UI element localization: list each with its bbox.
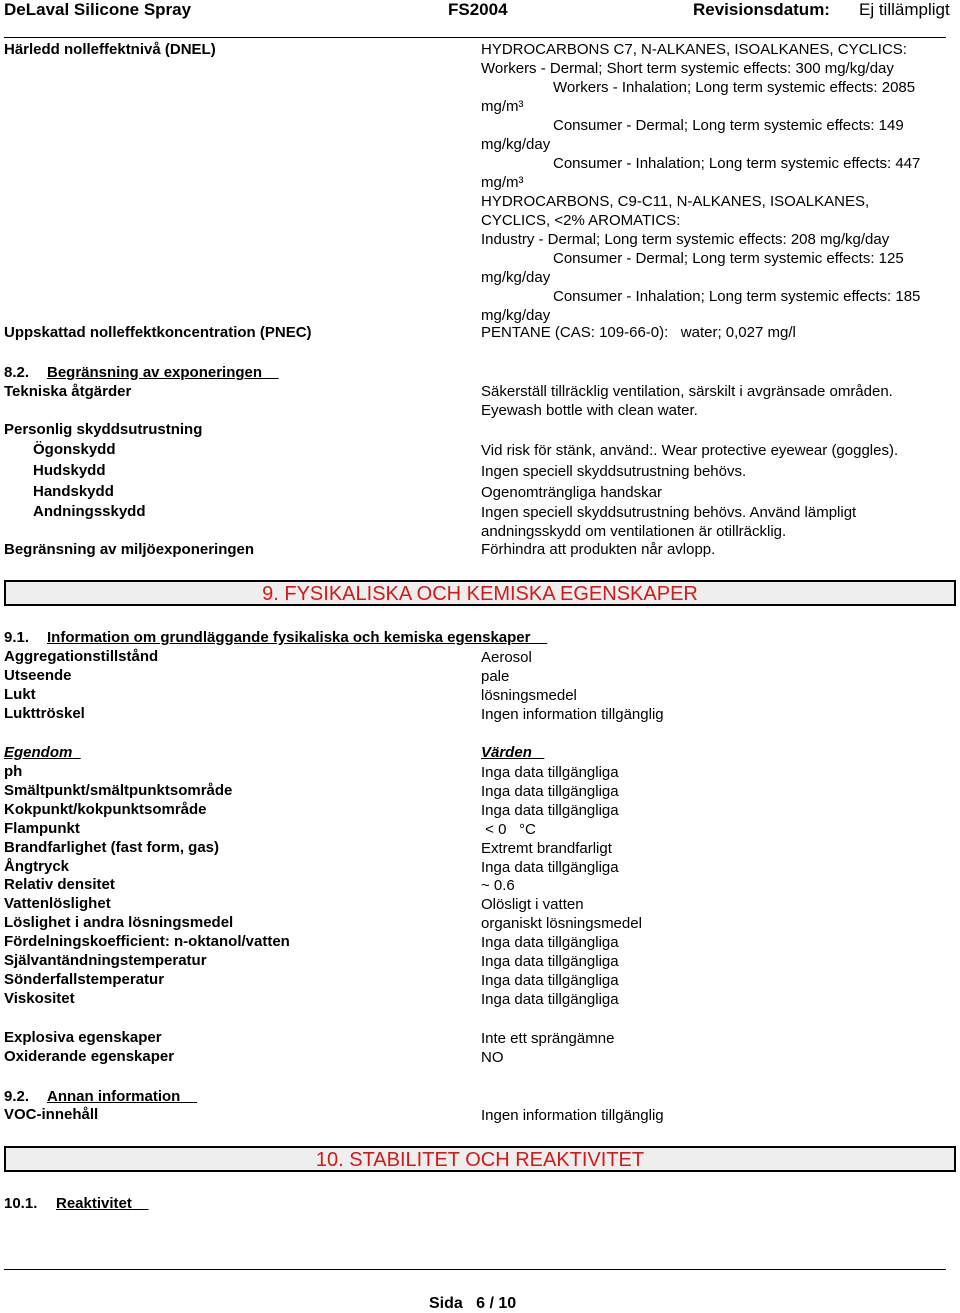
product-code: FS2004 (448, 0, 508, 19)
property-label: Brandfarlighet (fast form, gas) (4, 839, 220, 856)
dnel-label: Härledd nolleffektnivå (DNEL) (4, 41, 216, 58)
dnel-line: Consumer - Dermal; Long term systemic effects: 149 (553, 117, 904, 134)
dnel-line: mg/m³ (481, 174, 524, 191)
dnel-line: Industry - Dermal; Long term systemic effects: 208 mg/kg/day (481, 231, 890, 248)
dnel-line: Workers - Inhalation; Long term systemic effects: 2085 (553, 79, 916, 96)
property-value: Olösligt i vatten (481, 896, 584, 913)
dnel-line: mg/kg/day (481, 307, 551, 324)
property-label: Kokpunkt/kokpunktsområde (4, 801, 207, 818)
section-9-1-heading (4, 628, 547, 647)
section-number: 9.2. (4, 1088, 30, 1105)
section-9-2-heading (4, 1087, 197, 1106)
respiratory-protection-value: Ingen speciell skyddsutrustning behövs. Använd lämpligt (481, 504, 857, 521)
value-column-header: Värden (481, 744, 532, 761)
header-divider (4, 37, 946, 38)
property-value: Inga data tillgängliga (481, 991, 619, 1008)
page-number (429, 1294, 516, 1313)
tech-measures-value: Säkerställ tillräcklig ventilation, särskilt i avgränsade områden. (481, 383, 893, 400)
section-number: 9.1. (4, 629, 30, 646)
dnel-line: Workers - Dermal; Short term systemic effects: 300 mg/kg/day (481, 60, 894, 77)
oxidizing-properties-label: Oxiderande egenskaper (4, 1048, 175, 1065)
property-label: Viskositet (4, 990, 75, 1007)
product-name: DeLaval Silicone Spray (4, 0, 192, 19)
dnel-line: Consumer - Dermal; Long term systemic effects: 125 (553, 250, 904, 267)
property-value: Inga data tillgängliga (481, 934, 619, 951)
property-value: Inga data tillgängliga (481, 783, 619, 800)
property-column-header: Egendom (4, 744, 73, 761)
property-value: lösningsmedel (481, 687, 577, 704)
property-value: Aerosol (481, 649, 532, 666)
property-value: Inga data tillgängliga (481, 972, 619, 989)
ppe-label: Personlig skyddsutrustning (4, 421, 203, 438)
eye-protection-label: Ögonskydd (33, 441, 116, 458)
property-label: Lukt (4, 686, 36, 703)
dnel-line: CYCLICS, <2% AROMATICS: (481, 212, 681, 229)
section-9-banner: 9. FYSIKALISKA OCH KEMISKA EGENSKAPER (4, 580, 956, 606)
property-value: Inga data tillgängliga (481, 953, 619, 970)
page-value: 6 / 10 (476, 1295, 517, 1312)
section-title: Reaktivitet (56, 1195, 132, 1212)
voc-content-label: VOC-innehåll (4, 1106, 99, 1123)
eye-protection-value: Vid risk för stänk, använd:. Wear protective eyewear (goggles). (481, 442, 899, 459)
dnel-line: Consumer - Inhalation; Long term systemic effects: 447 (553, 155, 921, 172)
property-label: Smältpunkt/smältpunktsområde (4, 782, 233, 799)
revision-value: Ej tillämpligt (859, 0, 950, 19)
property-label: Sönderfallstemperatur (4, 971, 165, 988)
property-label: Flampunkt (4, 820, 80, 837)
pnec-value: PENTANE (CAS: 109-66-0): water; 0,027 mg/l (481, 324, 796, 341)
dnel-line: Consumer - Inhalation; Long term systemic effects: 185 (553, 288, 921, 305)
property-label: Vattenlöslighet (4, 895, 111, 912)
property-label: Utseende (4, 667, 72, 684)
dnel-line: mg/kg/day (481, 136, 551, 153)
property-value: Ingen information tillgänglig (481, 706, 664, 723)
property-label: Fördelningskoefficient: n-oktanol/vatten (4, 933, 290, 950)
property-value: pale (481, 668, 510, 685)
tech-measures-value-2: Eyewash bottle with clean water. (481, 402, 698, 419)
footer-divider (4, 1269, 946, 1270)
section-number: 10.1. (4, 1195, 38, 1212)
property-label: Lukttröskel (4, 705, 85, 722)
property-label: Löslighet i andra lösningsmedel (4, 914, 234, 931)
skin-protection-value: Ingen speciell skyddsutrustning behövs. (481, 463, 747, 480)
property-value: ~ 0.6 (481, 877, 515, 894)
page-label: Sida (429, 1295, 463, 1312)
property-value: Inga data tillgängliga (481, 802, 619, 819)
property-value: < 0 °C (481, 821, 536, 838)
respiratory-protection-label: Andningsskydd (33, 503, 146, 520)
section-8-2-heading (4, 363, 279, 382)
dnel-line: mg/kg/day (481, 269, 551, 286)
section-10-1-heading (4, 1194, 149, 1213)
hand-protection-value: Ogenomträngliga handskar (481, 484, 662, 501)
tech-measures-label: Tekniska åtgärder (4, 383, 132, 400)
dnel-line: HYDROCARBONS, C9-C11, N-ALKANES, ISOALKANES, (481, 193, 870, 210)
revision-label: Revisionsdatum: (693, 0, 830, 19)
oxidizing-properties-value: NO (481, 1049, 504, 1066)
property-value: organiskt lösningsmedel (481, 915, 642, 932)
section-number: 8.2. (4, 364, 30, 381)
skin-protection-label: Hudskydd (33, 462, 106, 479)
section-10-banner: 10. STABILITET OCH REAKTIVITET (4, 1146, 956, 1172)
hand-protection-label: Handskydd (33, 483, 114, 500)
property-label: ph (4, 763, 23, 780)
voc-content-value: Ingen information tillgänglig (481, 1107, 664, 1124)
explosive-properties-value: Inte ett sprängämne (481, 1030, 615, 1047)
property-label: Ångtryck (4, 858, 70, 875)
property-label: Aggregationstillstånd (4, 648, 159, 665)
property-label: Relativ densitet (4, 876, 115, 893)
env-exposure-value: Förhindra att produkten når avlopp. (481, 541, 716, 558)
property-label: Självantändningstemperatur (4, 952, 207, 969)
section-title: Begränsning av exponeringen (47, 364, 263, 381)
pnec-label: Uppskattad nolleffektkoncentration (PNEC) (4, 324, 312, 341)
property-value: Inga data tillgängliga (481, 859, 619, 876)
section-title: Information om grundläggande fysikaliska och kemiska egenskaper (47, 629, 531, 646)
property-value: Extremt brandfarligt (481, 840, 612, 857)
respiratory-protection-value-2: andningsskydd om ventilationen är otillräcklig. (481, 523, 787, 540)
property-value: Inga data tillgängliga (481, 764, 619, 781)
explosive-properties-label: Explosiva egenskaper (4, 1029, 162, 1046)
dnel-line: HYDROCARBONS C7, N-ALKANES, ISOALKANES, CYCLICS: (481, 41, 907, 58)
dnel-line: mg/m³ (481, 98, 524, 115)
env-exposure-label: Begränsning av miljöexponeringen (4, 541, 255, 558)
section-title: Annan information (47, 1088, 181, 1105)
